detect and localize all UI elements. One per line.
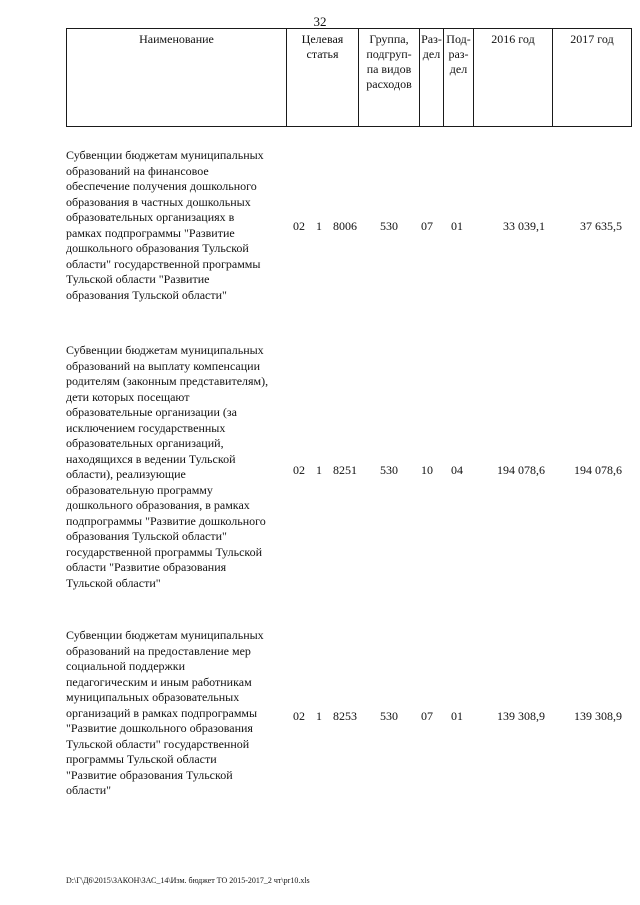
column-header-subsection: Под- раз- дел — [444, 29, 474, 126]
column-header-year-2016: 2016 год — [474, 29, 553, 126]
section-value: 07 — [421, 219, 433, 233]
expense-group-value: 530 — [380, 463, 398, 477]
footer-file-path: D:\Г\Д6\2015\ЗАКОН\ЗАС_14\Изм. бюджет ТО 2015-2017_2 чт\pr10.xls — [66, 876, 310, 885]
page-number: 32 — [313, 14, 327, 29]
column-header-expense-group: Группа, подгруп- па видов расходов — [359, 29, 420, 126]
target-article-code-part1: 02 — [293, 463, 305, 477]
column-header-name: Наименование — [67, 29, 287, 126]
target-article-code-part3: 8253 — [333, 709, 357, 723]
row-name: Субвенции бюджетам муниципальных образований на выплату компенсации родителям (законным представителям), дети которых посещают образовательные организации (за исключением государственных образовательных организаций, находящихся в ведении Тульской области), реализующие образовательную программу дошкольного образования, в рамках подпрограммы "Развитие дошкольного образования Тульской области" государственной программы Тульской области "Развитие образования Тульской области" — [66, 343, 269, 590]
column-header-target-article: Целевая статья — [287, 29, 359, 126]
target-article-code-part2: 1 — [316, 463, 322, 477]
amount-2016: 139 308,9 — [497, 709, 545, 723]
amount-2016: 33 039,1 — [503, 219, 545, 233]
target-article-code-part3: 8006 — [333, 219, 357, 233]
target-article-code-part1: 02 — [293, 709, 305, 723]
target-article-code-part2: 1 — [316, 219, 322, 233]
subsection-value: 04 — [451, 463, 463, 477]
subsection-value: 01 — [451, 709, 463, 723]
row-name: Субвенции бюджетам муниципальных образований на предоставление мер социальной поддержки педагогическим и иным работникам муниципальных образовательных организаций в рамках подпрограммы "Развитие дошкольного образования Тульской области" государственной программы Тульской области "Развитие образования Тульской области" — [66, 628, 264, 797]
expense-group-value: 530 — [380, 219, 398, 233]
section-value: 10 — [421, 463, 433, 477]
column-header-section: Раз- дел — [420, 29, 444, 126]
subsection-value: 01 — [451, 219, 463, 233]
amount-2016: 194 078,6 — [497, 463, 545, 477]
column-header-year-2017: 2017 год — [570, 32, 614, 46]
row-name: Субвенции бюджетам муниципальных образований на финансовое обеспечение получения дошкольного образования в частных дошкольных образовательных организациях в рамках подпрограммы "Развитие дошкольного образования Тульской области" государственной программы Тульской области "Развитие образования Тульской области" — [66, 148, 264, 302]
amount-2017: 194 078,6 — [574, 463, 622, 477]
table-header — [66, 28, 632, 127]
section-value: 07 — [421, 709, 433, 723]
expense-group-value: 530 — [380, 709, 398, 723]
target-article-code-part2: 1 — [316, 709, 322, 723]
amount-2017: 37 635,5 — [580, 219, 622, 233]
amount-2017: 139 308,9 — [574, 709, 622, 723]
target-article-code-part3: 8251 — [333, 463, 357, 477]
target-article-code-part1: 02 — [293, 219, 305, 233]
